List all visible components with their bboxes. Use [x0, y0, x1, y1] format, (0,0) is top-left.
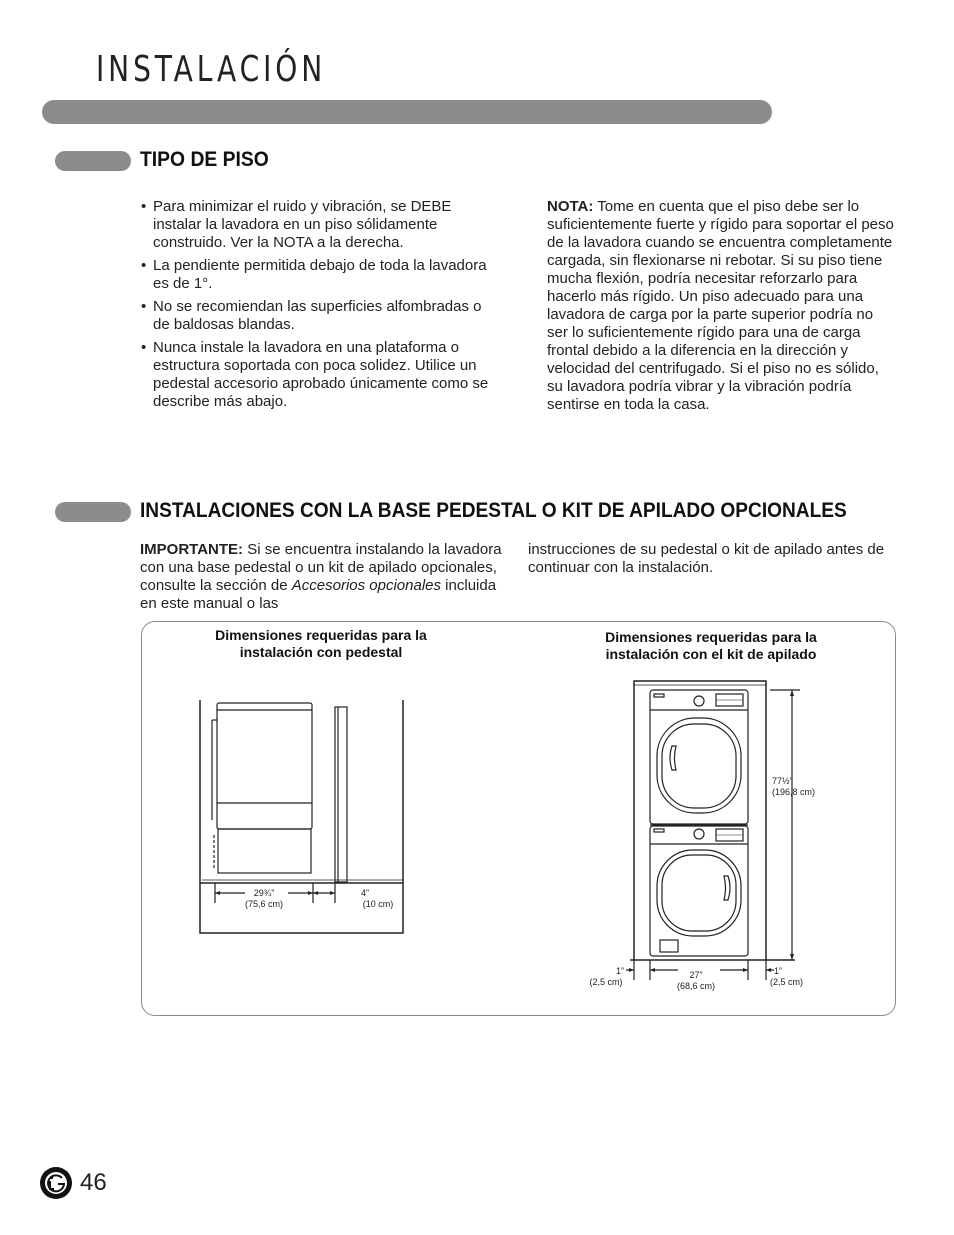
section-marker: [55, 151, 131, 171]
note-paragraph: [547, 198, 897, 414]
dimension-value: 29¾”: [253, 888, 275, 898]
accessories-reference: Accesorios opcionales: [291, 577, 442, 594]
list-item: • No se recomiendan las superficies alfombradas o de baldosas blandas.: [141, 298, 491, 334]
note-text: Tome en cuenta que el piso debe ser lo suficientemente fuerte y rígido para soportar el peso de la lavadora cuando se encuentra completamente cargada, sin flexionarse ni rebotar. Si su piso tiene mucha flexión, podría necesitar reforzarlo para hacerlo más rígido. Un piso adecuado para una lavadora de carga por la parte superior podría no ser lo suficientemente rígido para una de carga frontal debido a la diferencia en la dirección y velocidad del centrifugado. Si el piso no es sólido, su lavadora podría vibrar y la vibración podría sentirse en toda la casa.: [547, 198, 894, 413]
note-label: NOTA:: [547, 198, 594, 215]
important-text-cont: incluida en este manual o las: [140, 577, 497, 612]
pedestal-width-dimension: [236, 888, 292, 910]
dimension-value: 1”: [615, 966, 624, 976]
important-paragraph: [140, 541, 508, 613]
title-bar: [42, 100, 772, 124]
stack-diagram-caption: Dimensiones requeridas para la instalación con el kit de apilado: [605, 629, 817, 662]
dimension-metric: (2,5 cm): [589, 977, 623, 987]
pedestal-gap-dimension: [352, 888, 404, 910]
dimension-value: 1”: [774, 966, 783, 976]
page-title: INSTALACIÓN: [96, 49, 327, 90]
list-item: • Nunca instale la lavadora en una plataforma o estructura soportada con poca solidez. Utilice un pedestal accesorio aprobado únicamente como se describe más abajo.: [141, 339, 491, 411]
dimension-metric: (10 cm): [362, 899, 394, 909]
floor-bullet-list: [141, 198, 491, 416]
stack-width-dimension: [668, 970, 724, 992]
pedestal-diagram-caption: Dimensiones requeridas para la instalación con pedestal: [215, 627, 427, 660]
dimension-metric: (196,8 cm): [772, 787, 816, 797]
important-label: IMPORTANTE:: [140, 541, 244, 558]
stack-right-gap-dimension: [770, 966, 820, 988]
page-number: 46: [80, 1169, 107, 1196]
dimension-value: 27”: [689, 970, 703, 980]
dimension-metric: (75,6 cm): [244, 899, 283, 909]
dimension-value: 77½”: [772, 776, 793, 786]
important-paragraph-cont: instrucciones de su pedestal o kit de apilado antes de continuar con la instalación.: [528, 541, 885, 576]
section-heading-tipo-de-piso: TIPO DE PISO: [140, 148, 269, 171]
stack-height-dimension: [772, 776, 815, 798]
list-item: • La pendiente permitida debajo de toda la lavadora es de 1°.: [141, 257, 491, 293]
section-heading-pedestal: INSTALACIONES CON LA BASE PEDESTAL O KIT DE APILADO OPCIONALES: [140, 499, 847, 522]
dimension-metric: (68,6 cm): [676, 981, 715, 991]
dimension-value: 4”: [361, 888, 370, 898]
dimension-metric: (2,5 cm): [770, 977, 804, 987]
section-marker: [55, 502, 131, 522]
important-text: Si se encuentra instalando la lavadora con una base pedestal o un kit de apilado opcionales, consulte la sección de: [140, 541, 502, 594]
lg-logo-icon: [39, 1166, 73, 1200]
list-item: • Para minimizar el ruido y vibración, se DEBE instalar la lavadora en un piso sólidamente construido. Ver la NOTA a la derecha.: [141, 198, 491, 252]
stack-diagram: [620, 676, 800, 996]
stack-left-gap-dimension: [582, 966, 630, 988]
